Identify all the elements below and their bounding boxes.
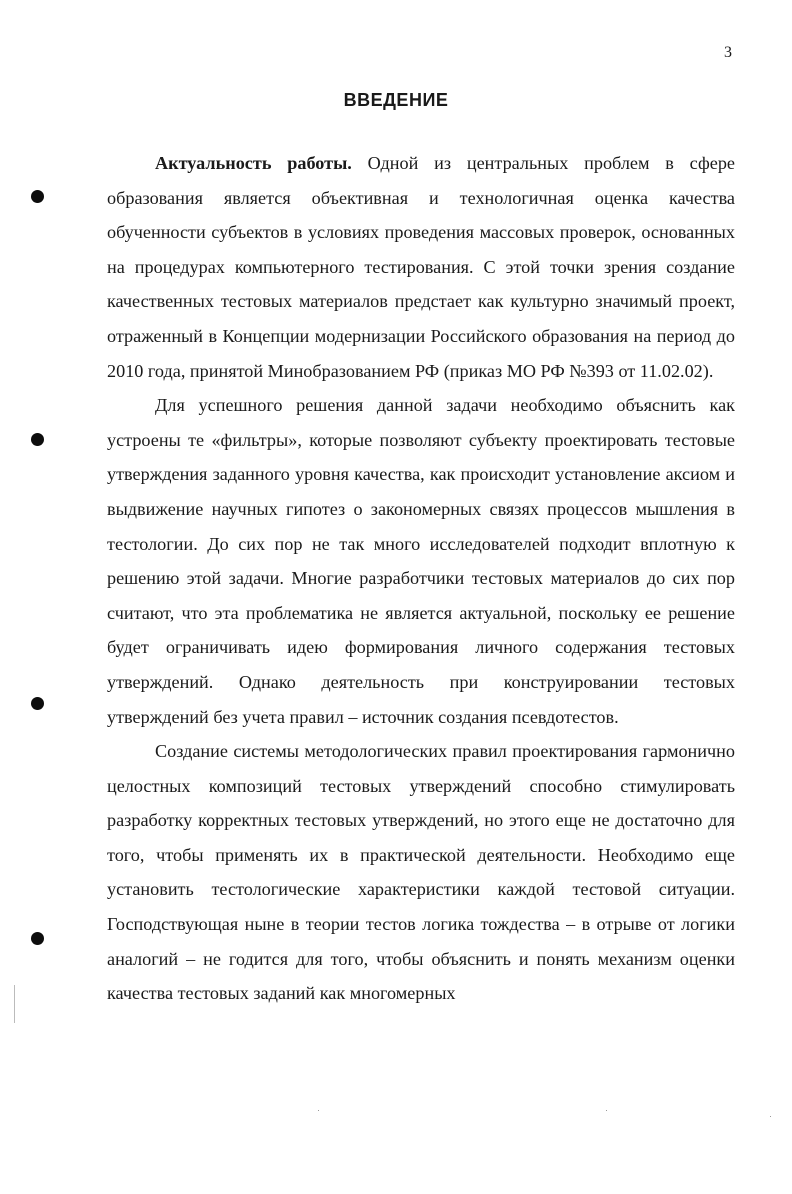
scan-speck [318, 1110, 319, 1111]
page-number: 3 [724, 44, 732, 61]
paragraph-relevance [107, 146, 735, 388]
punch-hole-icon [31, 932, 44, 945]
paragraph-rules: Создание системы методологических правил проектирования гармонично целостных композиций тестовых утверждений способно стимулировать разработку корректных тестовых утверждений, но этого еще не достаточно для того, чтобы применять их в практической деятельности. Необходимо еще установить тестологические характеристики каждой тестовой ситуации. Господствующая ныне в теории тестов логика тождества – в отрыве от логики аналогий – не годится для того, чтобы объяснить и понять механизм оценки качества тестовых заданий как многомерных [107, 741, 735, 1004]
punch-hole-icon [31, 433, 44, 446]
page-title: ВВЕДЕНИЕ [343, 90, 449, 110]
scan-margin-mark [14, 985, 15, 1023]
paragraph-text: Одной из центральных проблем в сфере образования является объективная и технологичная оценка качества обученности субъектов в условиях проведения массовых проверок, основанных на процедурах компьютерного тестирования. С этой точки зрения создание качественных тестовых материалов предстает как культурно значимый проект, отраженный в Концепции модернизации Российского образования на период до 2010 года, принятой Минобразованием РФ (приказ МО РФ №393 от 11.02.02). [107, 153, 736, 381]
punch-hole-icon [31, 697, 44, 710]
paragraph-filters: Для успешного решения данной задачи необходимо объяснить как устроены те «фильтры», которые позволяют субъекту проектировать тестовые утверждения заданного уровня качества, как происходит установление аксиом и выдвижение научных гипотез о закономерных связях процессов мышления в тестологии. До сих пор не так много исследователей подходит вплотную к решению этой задачи. Многие разработчики тестовых материалов до сих пор считают, что эта проблематика не является актуальной, поскольку ее решение будет ограничивать идею формирования личного содержания тестовых утверждений. Однако деятельность при конструировании тестовых утверждений без учета правил – источник создания псевдотестов. [107, 395, 735, 727]
body-text [107, 146, 735, 1011]
paragraph-lead: Актуальность работы. [155, 153, 352, 173]
scan-speck [770, 1116, 771, 1117]
punch-hole-icon [31, 190, 44, 203]
scan-speck [606, 1110, 607, 1111]
